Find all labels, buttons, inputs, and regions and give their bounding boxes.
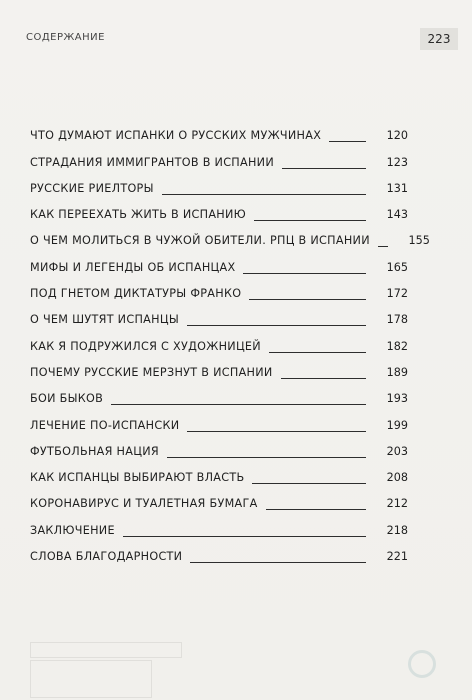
toc-entry: [30, 435, 408, 461]
toc-entry-page: 193: [386, 392, 408, 406]
toc-entry-title: О ЧЕМ ШУТЯТ ИСПАНЦЫ: [30, 313, 180, 327]
page-header: [0, 0, 472, 70]
toc-entry-page: 143: [386, 208, 408, 222]
toc-entry-page: 182: [386, 339, 408, 353]
toc-leader-line: [329, 141, 366, 142]
toc-leader-line: [123, 536, 366, 537]
toc-entry-title: КАК Я ПОДРУЖИЛСЯ С ХУДОЖНИЦЕЙ: [30, 339, 261, 353]
toc-leader-line: [282, 168, 366, 169]
toc-leader-line: [111, 404, 366, 405]
toc-entry-page: 155: [408, 234, 430, 248]
toc-entry: [30, 382, 408, 408]
bleed-through-text: [150, 70, 158, 98]
toc-leader-line: [281, 378, 366, 379]
toc-entry-page: 212: [386, 497, 408, 511]
toc-leader-line: [254, 220, 366, 221]
toc-entry-title: О ЧЕМ МОЛИТЬСЯ В ЧУЖОЙ ОБИТЕЛИ. РПЦ В ИСПАНИИ: [30, 234, 370, 248]
toc-entry: [30, 329, 408, 355]
toc-entry-title: СТРАДАНИЯ ИММИГРАНТОВ В ИСПАНИИ: [30, 155, 275, 169]
toc-entry-page: 218: [386, 523, 408, 537]
toc-entry-page: 123: [386, 155, 408, 169]
toc-entry-title: МИФЫ И ЛЕГЕНДЫ ОБ ИСПАНЦАХ: [30, 260, 236, 274]
toc-entry: [30, 303, 408, 329]
toc-entry: [30, 408, 408, 434]
toc-entry: [30, 224, 430, 250]
toc-leader-line: [252, 483, 366, 484]
toc-entry-page: 131: [386, 181, 408, 195]
toc-entry-title: ЛЕЧЕНИЕ ПО-ИСПАНСКИ: [30, 418, 180, 432]
toc-leader-line: [266, 509, 366, 510]
toc-entry-page: 189: [386, 365, 408, 379]
toc-entry-title: РУССКИЕ РИЕЛТОРЫ: [30, 181, 154, 195]
toc-entry-page: 165: [386, 260, 408, 274]
toc-leader-line: [187, 325, 366, 326]
toc-entry-page: 199: [386, 418, 408, 432]
toc-entry-title: ПОД ГНЕТОМ ДИКТАТУРЫ ФРАНКО: [30, 287, 242, 301]
toc-leader-line: [378, 246, 388, 247]
toc-entry: [30, 172, 408, 198]
toc-leader-line: [249, 299, 366, 300]
toc-leader-line: [243, 273, 366, 274]
bleed-through-logo: [408, 650, 436, 678]
toc-entry: [30, 356, 408, 382]
toc-entry: [30, 461, 408, 487]
toc-entry: [30, 198, 408, 224]
toc-leader-line: [269, 352, 366, 353]
toc-entry-page: 178: [386, 313, 408, 327]
toc-leader-line: [187, 431, 366, 432]
toc-entry-title: ЗАКЛЮЧЕНИЕ: [30, 523, 115, 537]
table-of-contents: [30, 119, 430, 566]
toc-entry-page: 208: [386, 471, 408, 485]
toc-entry: [30, 487, 408, 513]
toc-entry: [30, 250, 408, 276]
toc-entry-page: 221: [386, 550, 408, 564]
toc-entry: [30, 119, 408, 145]
toc-entry: [30, 513, 408, 539]
toc-entry-title: ПОЧЕМУ РУССКИЕ МЕРЗНУТ В ИСПАНИИ: [30, 365, 273, 379]
toc-entry-page: 120: [386, 129, 408, 143]
toc-leader-line: [167, 457, 366, 458]
toc-entry-title: ЧТО ДУМАЮТ ИСПАНКИ О РУССКИХ МУЖЧИНАХ: [30, 129, 322, 143]
toc-entry-page: 203: [386, 444, 408, 458]
page-number: 223: [420, 28, 458, 50]
toc-entry-title: БОИ БЫКОВ: [30, 392, 104, 406]
toc-entry: [30, 540, 408, 566]
toc-entry-page: 172: [386, 287, 408, 301]
toc-entry-title: КАК ИСПАНЦЫ ВЫБИРАЮТ ВЛАСТЬ: [30, 471, 245, 485]
toc-entry-title: КАК ПЕРЕЕХАТЬ ЖИТЬ В ИСПАНИЮ: [30, 208, 247, 222]
bleed-through-footer: [26, 636, 446, 696]
toc-entry: [30, 145, 408, 171]
toc-entry: [30, 277, 408, 303]
toc-entry-title: ФУТБОЛЬНАЯ НАЦИЯ: [30, 444, 159, 458]
toc-entry-title: СЛОВА БЛАГОДАРНОСТИ: [30, 550, 183, 564]
toc-leader-line: [190, 562, 366, 563]
toc-leader-line: [162, 194, 366, 195]
toc-entry-title: КОРОНАВИРУС И ТУАЛЕТНАЯ БУМАГА: [30, 497, 258, 511]
running-head: СОДЕРЖАНИЕ: [26, 32, 105, 43]
